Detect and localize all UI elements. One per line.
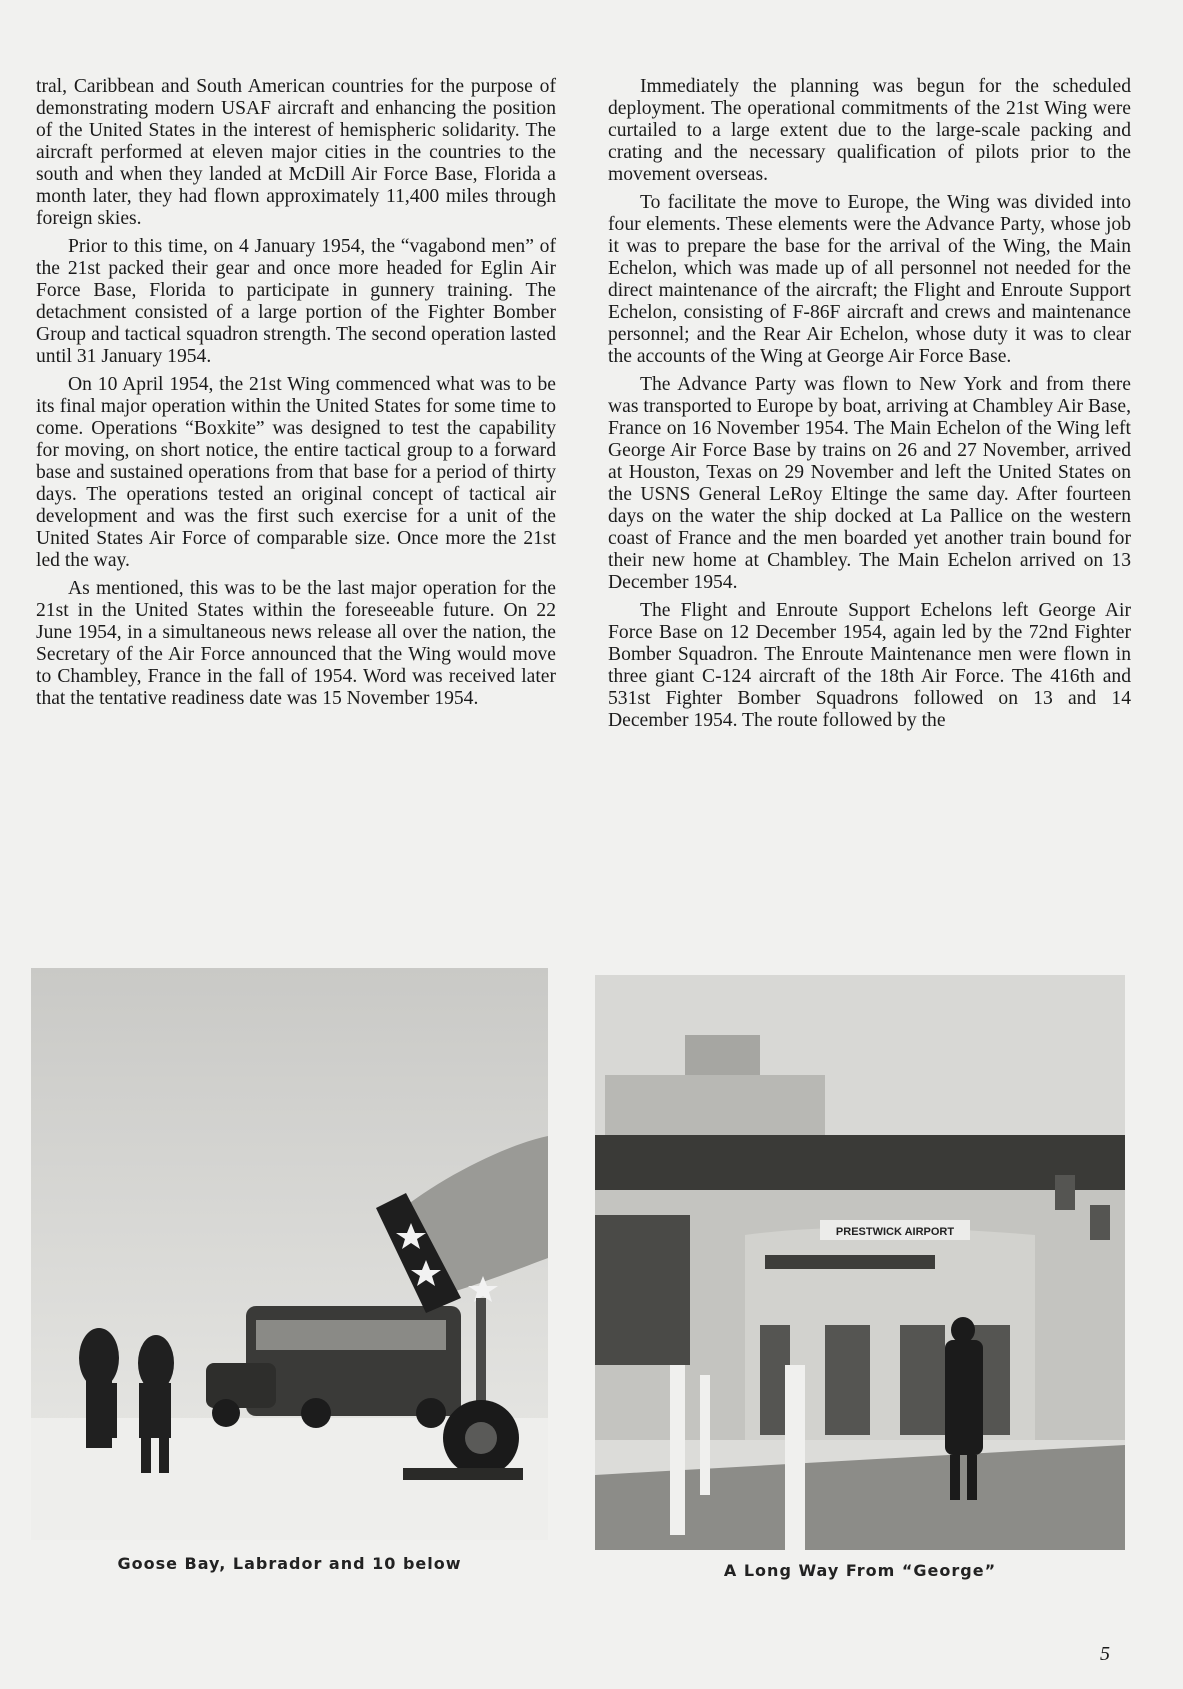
goose-bay-photo-illustration xyxy=(31,968,548,1540)
right-text-column xyxy=(608,76,1131,738)
paragraph: On 10 April 1954, the 21st Wing commenced what was to be its final major operation within the United States for some time to come. Operations “Boxkite” was designed to test the capability for moving, on short notice, the entire tactical group to a forward base and sustained operations from that base for a period of thirty days. The operations tested an original concept of tactical air development and was the first such exercise for a unit of the United States Air Force of comparable size. Once more the 21st led the way. xyxy=(36,374,556,571)
prestwick-airport-photo-illustration xyxy=(595,975,1125,1550)
photo-caption: Goose Bay, Labrador and 10 below xyxy=(117,1554,462,1573)
paragraph: The Flight and Enroute Support Echelons left George Air Force Base on 12 December 1954, again led by the 72nd Fighter Bomber Squadron. The Enroute Maintenance men were flown in three giant C-124 aircraft of the 18th Air Force. The 416th and 531st Fighter Bomber Squadrons followed on 13 and 14 December 1954. The route followed by the xyxy=(608,600,1131,731)
photo-caption: A Long Way From “George” xyxy=(723,1561,997,1580)
paragraph: Prior to this time, on 4 January 1954, the “vagabond men” of the 21st packed their gear and once more headed for Eglin Air Force Base, Florida to participate in gunnery training. The detachment consisted of a large portion of the Fighter Bomber Group and tactical squadron strength. The second operation lasted until 31 January 1954. xyxy=(36,236,556,367)
paragraph: The Advance Party was flown to New York and from there was transported to Europe by boat, arriving at Chambley Air Base, France on 16 November 1954. The Main Echelon of the Wing left George Air Force Base by trains on 26 and 27 November, arrived at Houston, Texas on 29 November and left the United States on the USNS General LeRoy Eltinge the same day. After fourteen days on the water the ship docked at La Pallice on the western coast of France and the men boarded yet another train bound for their new home at Chambley. The Main Echelon arrived on 13 December 1954. xyxy=(608,374,1131,593)
paragraph: tral, Caribbean and South American countries for the purpose of demonstrating modern USAF aircraft and enhancing the position of the United States in the interest of hemispheric solidarity. The aircraft performed at eleven major cities in the countries to the south and when they landed at McDill Air Force Base, Florida a month later, they had flown approximately 11,400 miles through foreign skies. xyxy=(36,76,556,229)
paragraph: Immediately the planning was begun for the scheduled deployment. The operational commitments of the 21st Wing were curtailed to a large extent due to the large-scale packing and crating and the necessary qualification of pilots prior to the movement overseas. xyxy=(608,76,1131,185)
paragraph: As mentioned, this was to be the last major operation for the 21st in the United States within the foreseeable future. On 22 June 1954, in a simultaneous news release all over the nation, the Secretary of the Air Force announced that the Wing would move to Chambley, France in the fall of 1954. Word was received later that the tentative readiness date was 15 November 1954. xyxy=(36,578,556,709)
left-text-column xyxy=(36,76,556,716)
paragraph: To facilitate the move to Europe, the Wing was divided into four elements. These elements were the Advance Party, whose job it was to prepare the base for the arrival of the Wing, the Main Echelon, which was made up of all personnel not needed for the direct maintenance of the aircraft; the Flight and Enroute Support Echelon, consisting of F-86F aircraft and crews and maintenance personnel; and the Rear Air Echelon, whose duty it was to clear the accounts of the Wing at George Air Force Base. xyxy=(608,192,1131,367)
prestwick-airport-photo xyxy=(595,975,1125,1550)
goose-bay-photo xyxy=(31,968,548,1540)
page-number: 5 xyxy=(1100,1643,1110,1665)
airport-sign-text: PRESTWICK AIRPORT xyxy=(835,1226,955,1238)
